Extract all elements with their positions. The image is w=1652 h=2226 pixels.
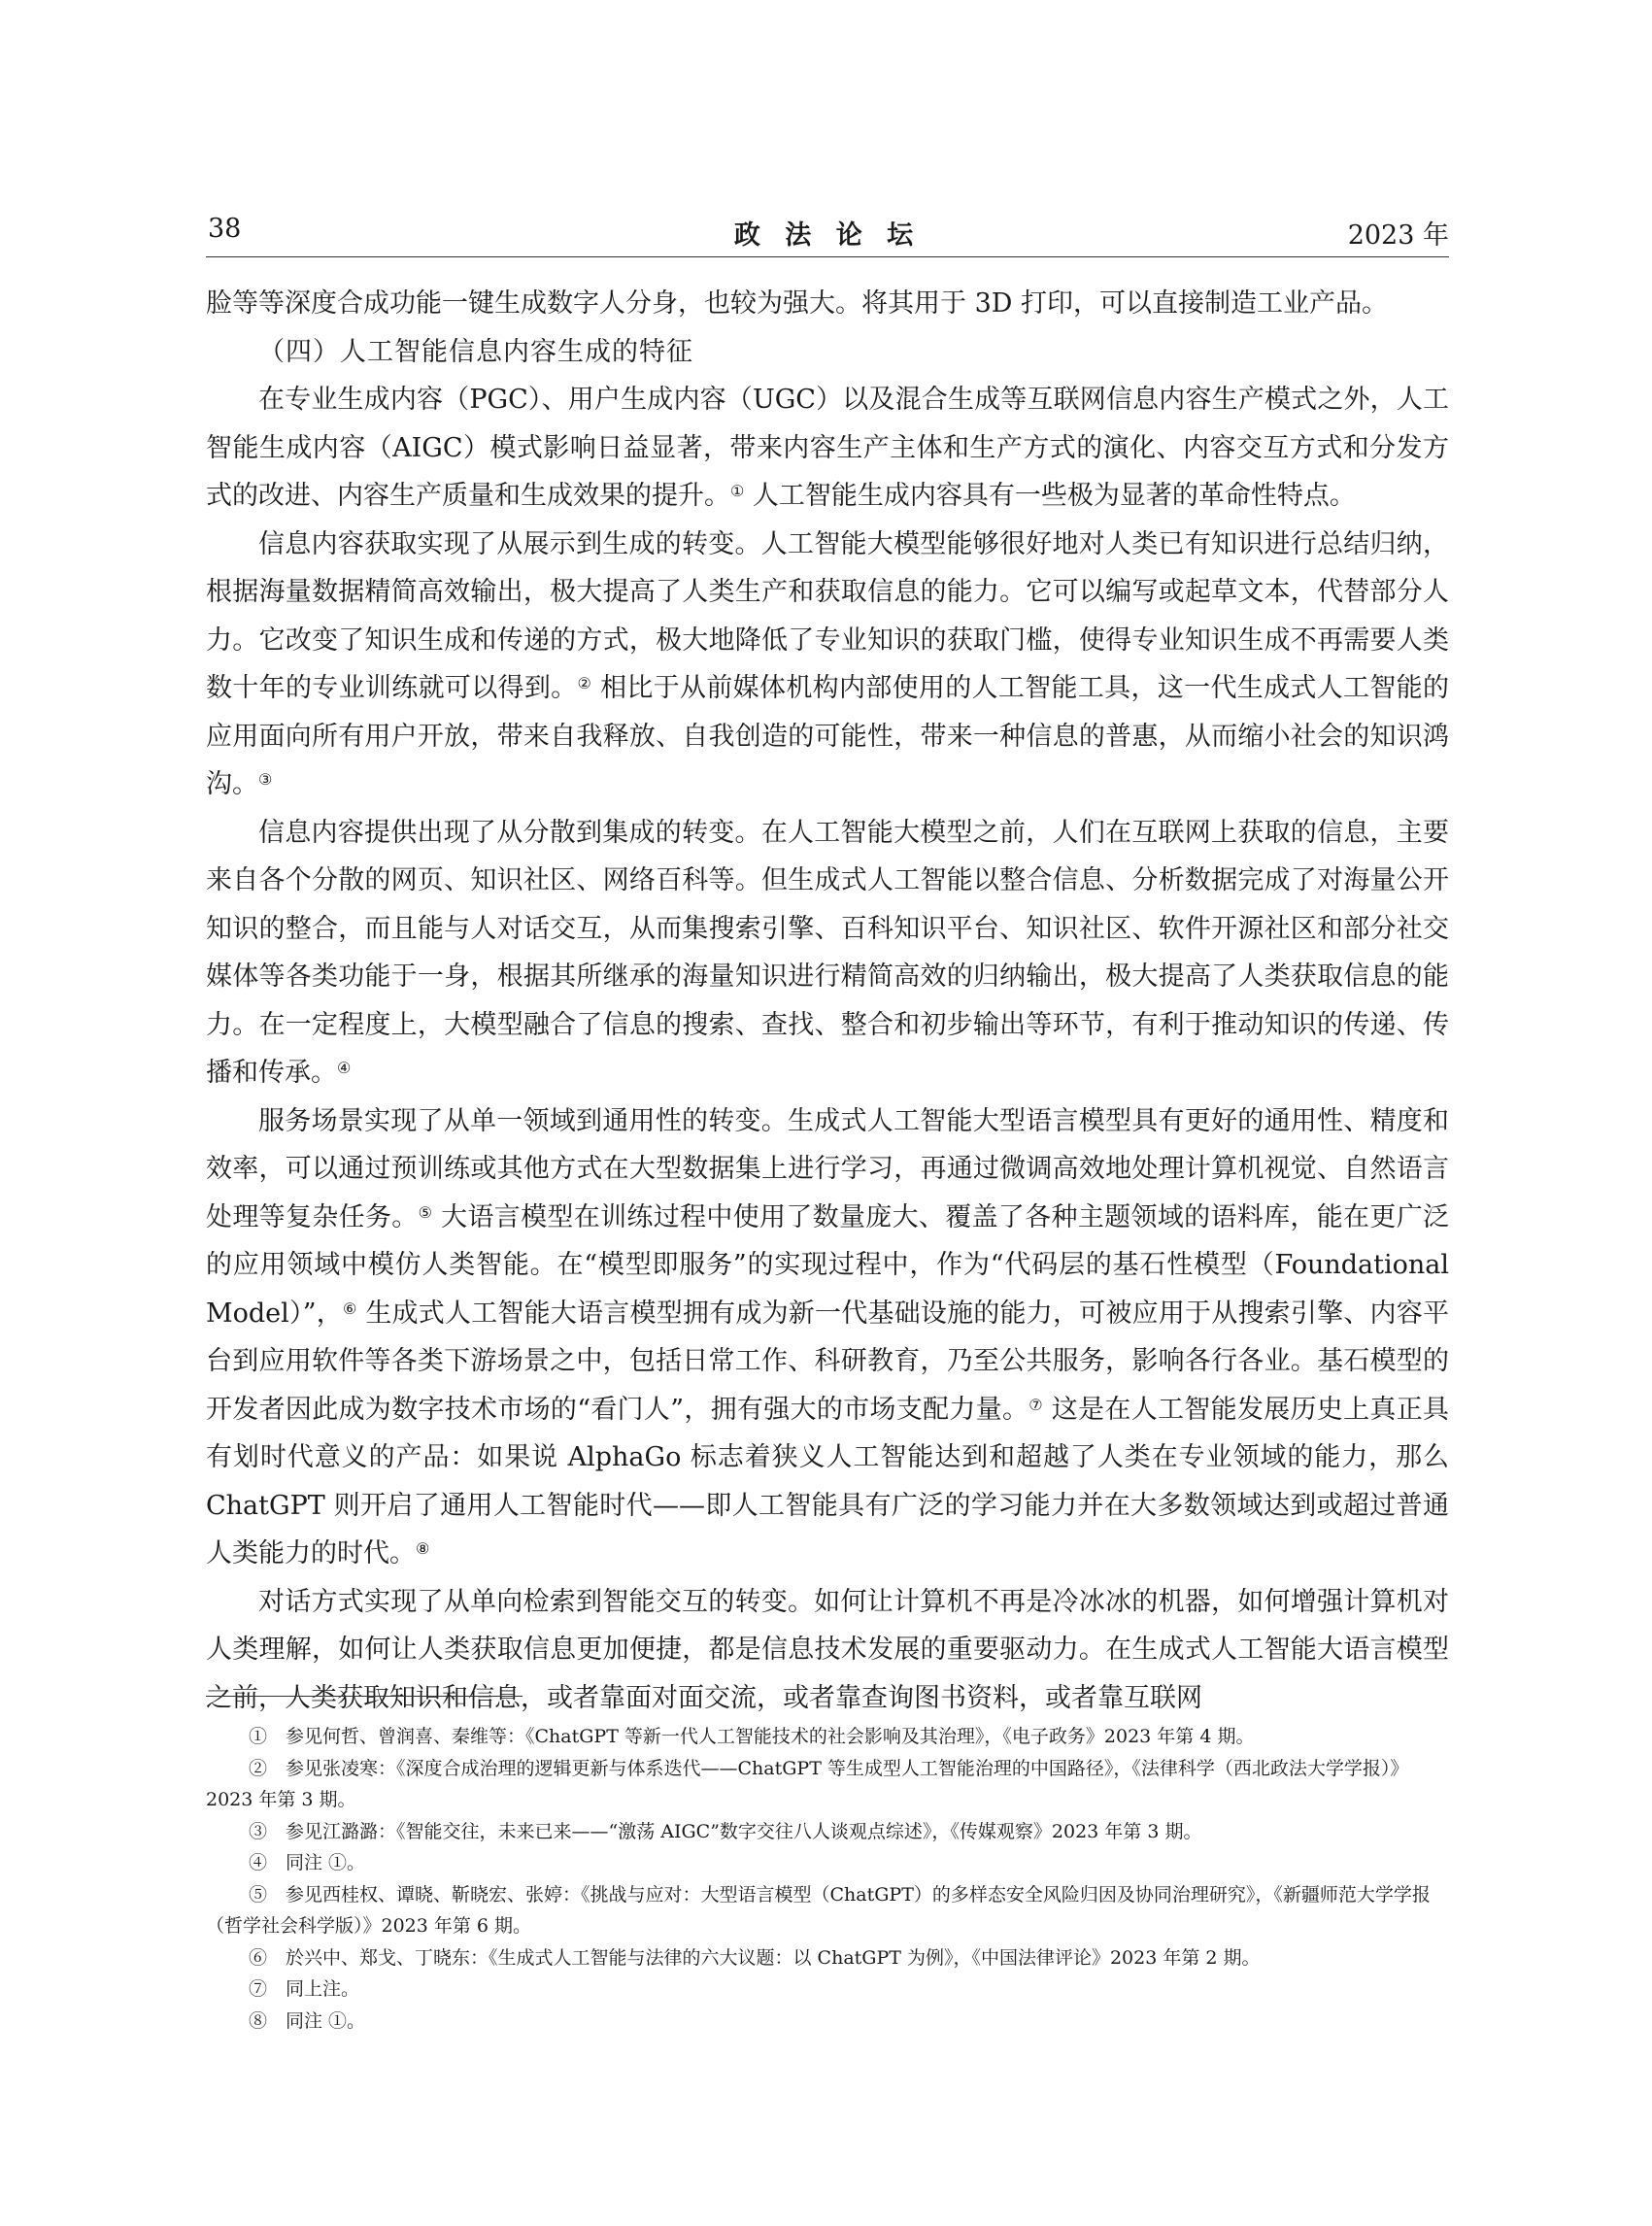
footnote-ref[interactable]: ②: [577, 674, 592, 692]
paragraph-text: 相比于从前媒体机构内部使用的人工智能工具，这一代生成式人工智能的应用面向所有用户开放，带来自我释放、自我创造的可能性，带来一种信息的普惠，从而缩小社会的知识鸿沟。: [206, 673, 1450, 799]
header-rule: [206, 256, 1449, 257]
footnote: ② 参见张凌寒：《深度合成治理的逻辑更新与体系迭代——ChatGPT 等生成型人工智能治理的中国路径》，《法律科学（西北政法大学学报）》2023 年第 3 期。: [206, 1757, 1409, 1810]
footnote-ref[interactable]: ①: [730, 482, 745, 500]
footnote-rule: [206, 1696, 523, 1697]
paragraph-text: 生成式人工智能大语言模型拥有成为新一代基础设施的能力，可被应用于从搜索引擎、内容平台到应用软件等各类下游场景之中，包括日常工作、科研教育，乃至公共服务，影响各行各业。基石模型的开发者因此成为数字技术市场的“看门人”，拥有强大的市场支配力量。: [206, 1298, 1449, 1425]
paragraph-text: 对话方式实现了从单向检索到智能交互的转变。如何让计算机不再是冷冰冰的机器，如何增强计算机对人类理解，如何让人类获取信息更加便捷，都是信息技术发展的重要驱动力。在生成式人工智能大语言模型之前，人类获取知识和信息，或者靠面对面交流，或者靠查询图书资料，或者靠互联网: [206, 1586, 1449, 1713]
footnote-ref[interactable]: ⑦: [1028, 1395, 1043, 1414]
paragraph-text: 信息内容获取实现了从展示到生成的转变。人工智能大模型能够很好地对人类已有知识进行总结归纳，根据海量数据精简高效输出，极大提高了人类生产和获取信息的能力。它可以编写或起草文本，代替部分人力。它改变了知识生成和传递的方式，极大地降低了专业知识的获取门槛，使得专业知识生成不再需要人类数十年的专业训练就可以得到。: [206, 528, 1449, 703]
footnote-ref[interactable]: ⑧: [416, 1539, 430, 1558]
footnote: ③ 参见江潞潞：《智能交往，未来已来——“激荡 AIGC”数字交往八人谈观点综述》，《传媒观察》2023 年第 3 期。: [249, 1820, 1202, 1842]
footnote: ④ 同注 ①。: [249, 1852, 366, 1873]
footnote-ref[interactable]: ⑤: [418, 1202, 433, 1222]
paragraph-provision: [206, 809, 1449, 1097]
paragraph-text: 这是在人工智能发展历史上真正具有划时代意义的产品：如果说 AlphaGo 标志着狭义人工智能达到和超越了人类在专业领域的能力，那么 ChatGPT 则开启了通用人工智能时代——即人工智能具有广泛的学习能力并在大多数领域达到或超过普通人类能力的时代。: [206, 1394, 1450, 1568]
paragraph-service-scenario: [206, 1097, 1449, 1578]
paragraph-text: 大语言模型在训练过程中使用了数量庞大、覆盖了各种主题领域的语料库，能在更广泛的应用领域中模仿人类智能。在“模型即服务”的实现过程中，作为“代码层的基石性模型（Foundational Model）”，: [206, 1201, 1450, 1329]
footnote: ⑧ 同注 ①。: [249, 2009, 366, 2032]
footnotes: [206, 1721, 1449, 2037]
journal-title: 政 法 论 坛: [733, 220, 922, 251]
paragraph-text: 在专业生成内容（PGC）、用户生成内容（UGC）以及混合生成等互联网信息内容生产模式之外，人工智能生成内容（AIGC）模式影响日益显著，带来内容生产主体和生产方式的演化、内容交互方式和分发方式的改进、内容生产质量和生成效果的提升。: [206, 385, 1449, 511]
paragraph-aigc-intro: [206, 376, 1449, 521]
paragraph-text: 人工智能生成内容具有一些极为显著的革命性特点。: [744, 481, 1356, 511]
header-year: 2023 年: [1347, 220, 1449, 251]
paragraph-text: 服务场景实现了从单一领域到通用性的转变。生成式人工智能大型语言模型具有更好的通用性、精度和效率，可以通过预训练或其他方式在大型数据集上进行学习，再通过微调高效地处理计算机视觉、自然语言处理等复杂任务。: [206, 1105, 1449, 1232]
paragraph-text: 信息内容提供出现了从分散到集成的转变。在人工智能大模型之前，人们在互联网上获取的信息，主要来自各个分散的网页、知识社区、网络百科等。但生成式人工智能以整合信息、分析数据完成了对海量公开知识的整合，而且能与人对话交互，从而集搜索引擎、百科知识平台、知识社区、软件开源社区和部分社交媒体等各类功能于一身，根据其所继承的海量知识进行精简高效的归纳输出，极大提高了人类获取信息的能力。在一定程度上，大模型融合了信息的搜索、查找、整合和初步输出等环节，有利于推动知识的传递、传播和传承。: [206, 817, 1449, 1088]
paragraph-dialogue: [206, 1578, 1449, 1723]
footnote: ⑦ 同上注。: [249, 1978, 360, 2000]
page-number: 38: [208, 214, 242, 244]
footnote-ref[interactable]: ④: [337, 1059, 352, 1077]
footnote-ref[interactable]: ⑥: [342, 1298, 357, 1318]
footnote-ref[interactable]: ③: [258, 770, 273, 789]
running-header: [206, 208, 1449, 256]
paragraph-acquisition: [206, 521, 1449, 809]
footnote: ⑤ 参见西桂权、谭晓、靳晓宏、张婷：《挑战与应对：大型语言模型（ChatGPT）的多样态安全风险归因及协同治理研究》，《新疆师范大学学报（哲学社会科学版）》2023 年第 6 期。: [206, 1883, 1431, 1937]
section-heading: （四）人工智能信息内容生成的特征: [258, 336, 693, 367]
article-body: [206, 280, 1449, 1722]
continuation-paragraph: 脸等等深度合成功能一键生成数字人分身，也较为强大。将其用于 3D 打印，可以直接制造工业产品。: [206, 288, 1388, 319]
footnote: ⑥ 於兴中、郑戈、丁晓东：《生成式人工智能与法律的六大议题：以 ChatGPT 为例》，《中国法律评论》2023 年第 2 期。: [249, 1946, 1261, 1969]
footnote: ① 参见何哲、曾润喜、秦维等：《ChatGPT 等新一代人工智能技术的社会影响及其治理》，《电子政务》2023 年第 4 期。: [249, 1726, 1255, 1747]
